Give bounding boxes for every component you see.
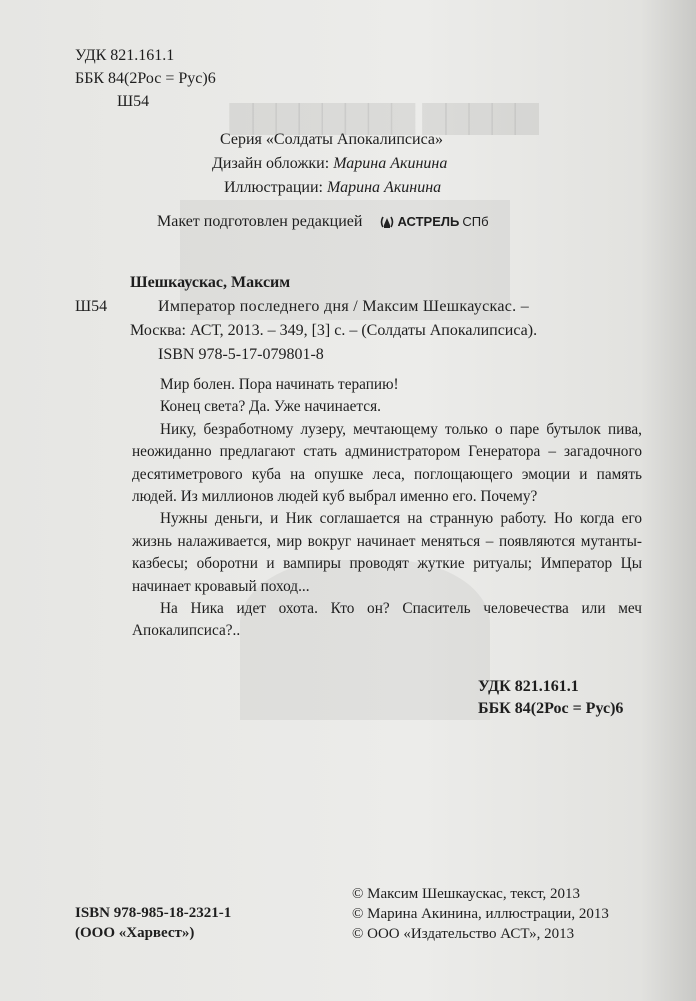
abstract-paragraph: Нику, безработному лузеру, мечтающему только о паре бутылок пива, неожиданно предлагают стать администратором Генератора – загадочного десятиметрового куба на опушке леса, поглощающего эмоции и память людей. Из миллионов людей куб выбрал именно его. Почему? bbox=[132, 420, 642, 506]
astrel-logo-icon bbox=[380, 215, 394, 229]
catalog-code: Ш54 bbox=[75, 298, 108, 315]
show-through-cover-title: ▇▇▇▇▇ ▇▇▇▇▇▇▇▇ bbox=[230, 101, 539, 134]
catalog-author: Шешкаускас, Максим bbox=[130, 274, 291, 291]
footer-publisher: (ООО «Харвест») bbox=[75, 925, 195, 941]
classification-udk: УДК 821.161.1 bbox=[478, 678, 579, 695]
udk-code: УДК 821.161.1 bbox=[75, 47, 175, 64]
illustrations-line bbox=[224, 178, 441, 198]
series-line: Серия «Солдаты Апокалипсиса» bbox=[220, 131, 443, 148]
copyright-line: © Марина Акинина, иллюстрации, 2013 bbox=[352, 906, 609, 922]
abstract-paragraph: Нужны деньги, и Ник соглашается на странную работу. Но когда его жизнь налаживается, мир вокруг начинает меняться – появляются мутанты-казбесы; оборотни и вампиры проводят жуткие ритуалы; Император Цы начинает кровавый поход... bbox=[132, 510, 642, 595]
layout-line bbox=[157, 212, 489, 232]
bbk-code: ББК 84(2Рос = Рус)6 bbox=[75, 70, 216, 87]
abstract-paragraph: Конец света? Да. Уже начинается. bbox=[160, 398, 381, 416]
footer-isbn: ISBN 978-985-18-2321-1 bbox=[75, 905, 232, 921]
author-code: Ш54 bbox=[117, 93, 150, 110]
illustrator: Марина Акинина bbox=[327, 179, 442, 196]
abstract-paragraph: На Ника идет охота. Кто он? Спаситель человечества или меч Апокалипсиса?.. bbox=[132, 600, 642, 640]
cover-design-label: Дизайн обложки: bbox=[212, 155, 334, 172]
cover-designer: Марина Акинина bbox=[333, 155, 448, 172]
book-abstract bbox=[132, 374, 642, 643]
catalog-title-line: Император последнего дня / Максим Шешкаускас. – bbox=[158, 298, 530, 315]
copyright-line: © ООО «Издательство АСТ», 2013 bbox=[352, 926, 575, 942]
catalog-isbn: ISBN 978-5-17-079801-8 bbox=[158, 346, 324, 363]
layout-text: Макет подготовлен редакцией bbox=[157, 213, 363, 230]
abstract-paragraph: Мир болен. Пора начинать терапию! bbox=[160, 376, 399, 393]
cover-design-line bbox=[212, 154, 447, 174]
copyright-line: © Максим Шешкаускас, текст, 2013 bbox=[352, 886, 581, 902]
publisher-name: АСТРЕЛЬ bbox=[397, 214, 460, 230]
classification-bbk: ББК 84(2Рос = Рус)6 bbox=[478, 700, 624, 717]
publisher-logo bbox=[380, 212, 488, 232]
catalog-imprint-line: Москва: АСТ, 2013. – 349, [3] с. – (Солдаты Апокалипсиса). bbox=[130, 322, 538, 339]
publisher-city: СПб bbox=[462, 214, 489, 230]
illustrations-label: Иллюстрации: bbox=[224, 179, 327, 196]
